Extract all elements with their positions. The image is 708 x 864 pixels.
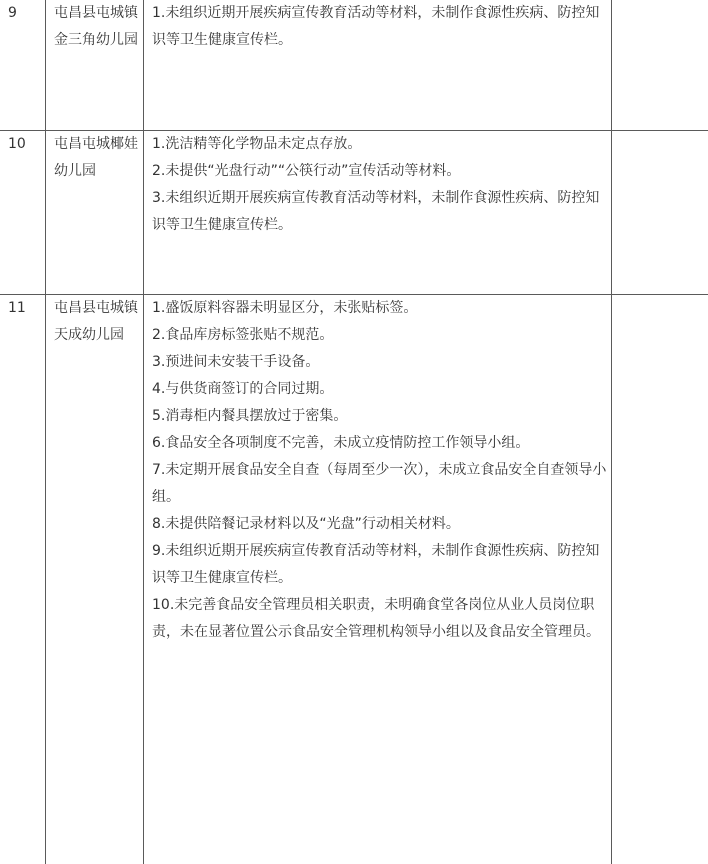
issue-item: 6.食品安全各项制度不完善，未成立疫情防控工作领导小组。 [152,435,530,451]
unit-name: 屯昌屯城椰娃幼儿园 [54,136,138,179]
unit-name: 屯昌县屯城镇天成幼儿园 [54,300,138,343]
issue-list [152,131,610,239]
issue-list [152,295,610,646]
issue-item: 1.洗洁精等化学物品未定点存放。 [152,136,362,152]
issue-item: 10.未完善食品安全管理员相关职责，未明确食堂各岗位从业人员岗位职责，未在显著位置公示食品安全管理机构领导小组以及食品安全管理员。 [152,597,600,640]
row-number: 11 [8,300,26,316]
row-number: 10 [8,136,26,152]
issue-item: 7.未定期开展食品安全自查（每周至少一次），未成立食品安全自查领导小组。 [152,462,607,505]
issue-item: 9.未组织近期开展疾病宣传教育活动等材料，未制作食源性疾病、防控知识等卫生健康宣传栏。 [152,543,600,586]
issue-item: 1.盛饭原料容器未明显区分，未张贴标签。 [152,300,418,316]
issue-item: 5.消毒柜内餐具摆放过于密集。 [152,408,348,424]
issue-item: 2.未提供“光盘行动”“公筷行动”宣传活动等材料。 [152,163,461,179]
unit-name: 屯昌县屯城镇金三角幼儿园 [54,5,138,48]
issue-item: 2.食品库房标签张贴不规范。 [152,327,334,343]
issue-item: 3.预进间未安装干手设备。 [152,354,320,370]
issue-item: 4.与供货商签订的合同过期。 [152,381,334,397]
row-number: 9 [8,5,17,21]
issue-item: 3.未组织近期开展疾病宣传教育活动等材料，未制作食源性疾病、防控知识等卫生健康宣传栏。 [152,190,600,233]
issue-item: 1.未组织近期开展疾病宣传教育活动等材料，未制作食源性疾病、防控知识等卫生健康宣传栏。 [152,5,600,48]
issue-list [152,0,610,54]
issue-item: 8.未提供陪餐记录材料以及“光盘”行动相关材料。 [152,516,460,532]
